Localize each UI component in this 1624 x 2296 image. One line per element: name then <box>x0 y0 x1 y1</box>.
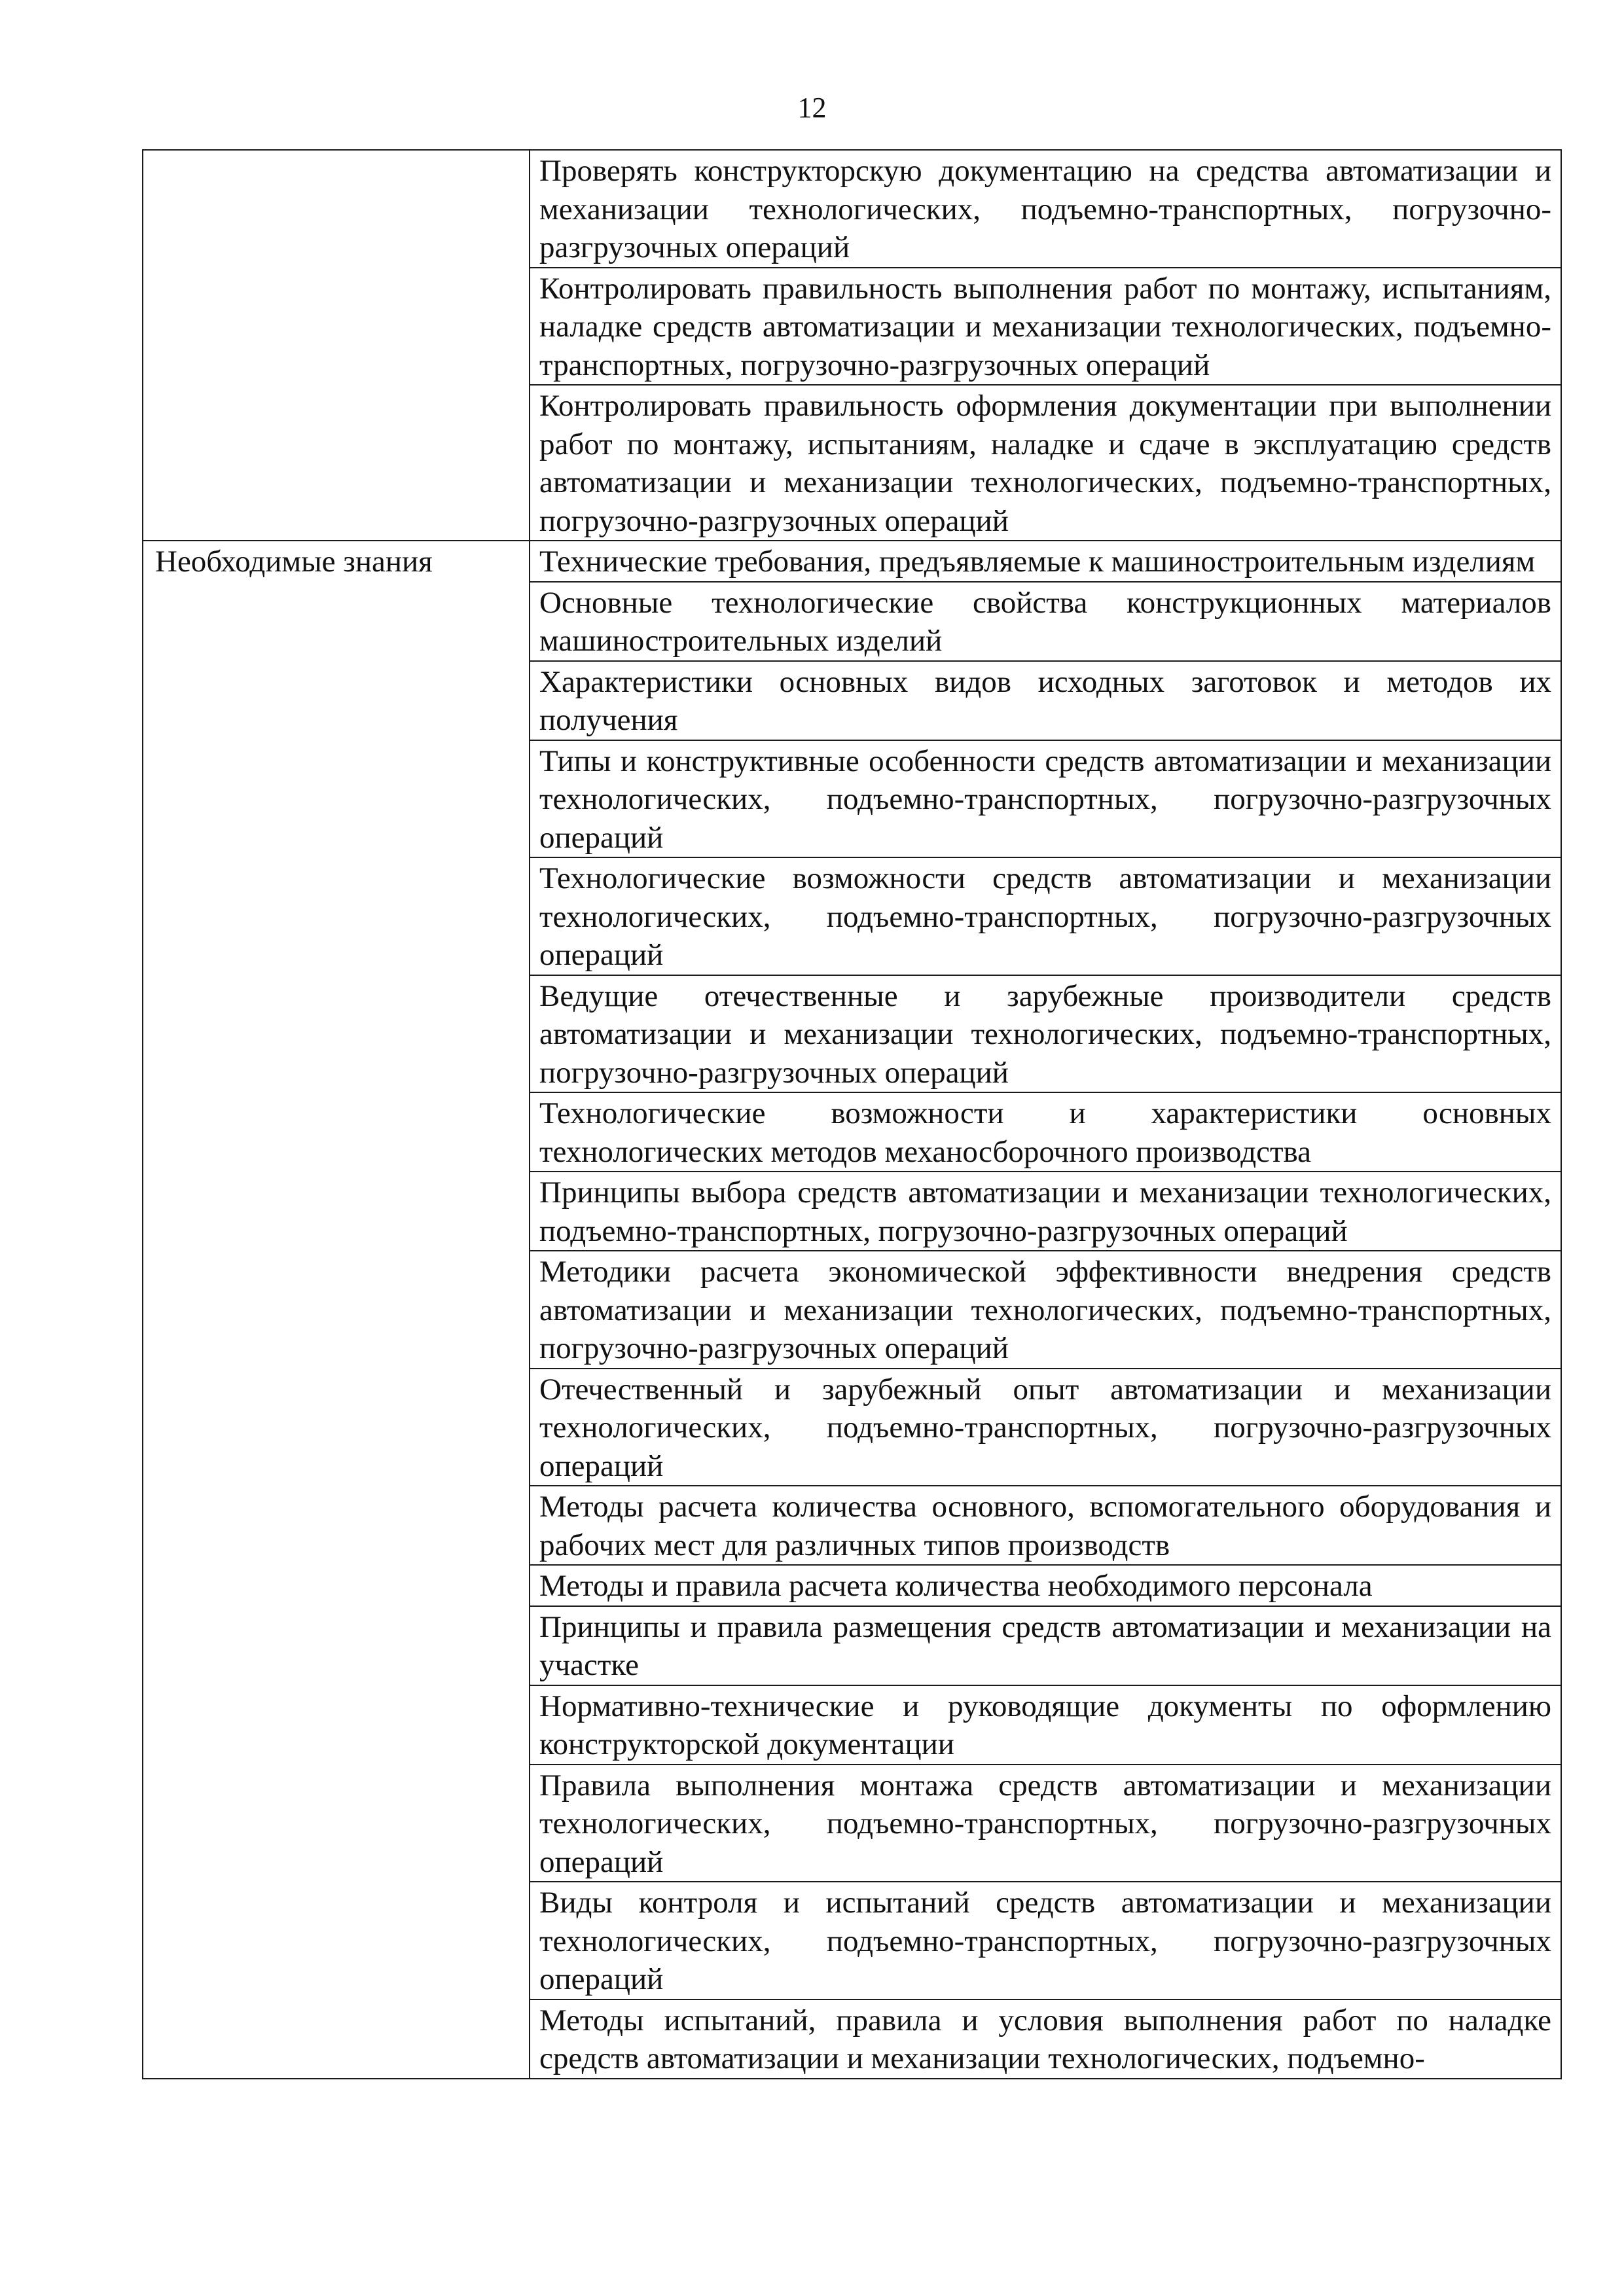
knowledge-item: Основные технологические свойства конструкционных материалов машиностроительных изделий <box>530 582 1561 661</box>
knowledge-item: Виды контроля и испытаний средств автоматизации и механизации технологических, подъемно-транспортных, погрузочно-разгрузочных операций <box>530 1882 1561 2000</box>
knowledge-item: Методы испытаний, правила и условия выполнения работ по наладке средств автоматизации и механизации технологических, подъемно- <box>530 2000 1561 2079</box>
table-row <box>143 541 1561 582</box>
skill-item: Контролировать правильность выполнения работ по монтажу, испытаниям, наладке средств автоматизации и механизации технологических, подъемно-транспортных, погрузочно-разгрузочных операций <box>530 268 1561 386</box>
skill-item: Проверять конструкторскую документацию на средства автоматизации и механизации технологических, подъемно-транспортных, погрузочно-разгрузочных операций <box>530 150 1561 268</box>
table-row <box>143 150 1561 268</box>
knowledge-label: Необходимые знания <box>143 541 530 2079</box>
knowledge-item: Методы и правила расчета количества необходимого персонала <box>530 1565 1561 1606</box>
skills-label-cell <box>143 150 530 541</box>
knowledge-item: Технические требования, предъявляемые к машиностроительным изделиям <box>530 541 1561 582</box>
knowledge-item: Ведущие отечественные и зарубежные производители средств автоматизации и механизации технологических, подъемно-транспортных, погрузочно-разгрузочных операций <box>530 975 1561 1093</box>
knowledge-item: Технологические возможности и характеристики основных технологических методов механосборочного производства <box>530 1092 1561 1172</box>
knowledge-item: Принципы выбора средств автоматизации и механизации технологических, подъемно-транспортных, погрузочно-разгрузочных операций <box>530 1172 1561 1251</box>
knowledge-item: Методики расчета экономической эффективности внедрения средств автоматизации и механизации технологических, подъемно-транспортных, погрузочно-разгрузочных операций <box>530 1251 1561 1369</box>
competency-table <box>142 149 1562 2079</box>
knowledge-item: Технологические возможности средств автоматизации и механизации технологических, подъемно-транспортных, погрузочно-разгрузочных операций <box>530 857 1561 975</box>
skill-item: Контролировать правильность оформления документации при выполнении работ по монтажу, испытаниям, наладке и сдаче в эксплуатацию средств автоматизации и механизации технологических, подъемно-транспортных, погрузочно-разгрузочных операций <box>530 385 1561 541</box>
knowledge-item: Правила выполнения монтажа средств автоматизации и механизации технологических, подъемно-транспортных, погрузочно-разгрузочных операций <box>530 1765 1561 1882</box>
knowledge-item: Методы расчета количества основного, вспомогательного оборудования и рабочих мест для различных типов производств <box>530 1486 1561 1565</box>
knowledge-item: Характеристики основных видов исходных заготовок и методов их получения <box>530 661 1561 740</box>
knowledge-item: Принципы и правила размещения средств автоматизации и механизации на участке <box>530 1606 1561 1685</box>
page-number: 12 <box>797 92 827 124</box>
knowledge-item: Нормативно-технические и руководящие документы по оформлению конструкторской документации <box>530 1685 1561 1765</box>
knowledge-item: Отечественный и зарубежный опыт автоматизации и механизации технологических, подъемно-транспортных, погрузочно-разгрузочных операций <box>530 1369 1561 1486</box>
knowledge-item: Типы и конструктивные особенности средств автоматизации и механизации технологических, подъемно-транспортных, погрузочно-разгрузочных операций <box>530 740 1561 858</box>
